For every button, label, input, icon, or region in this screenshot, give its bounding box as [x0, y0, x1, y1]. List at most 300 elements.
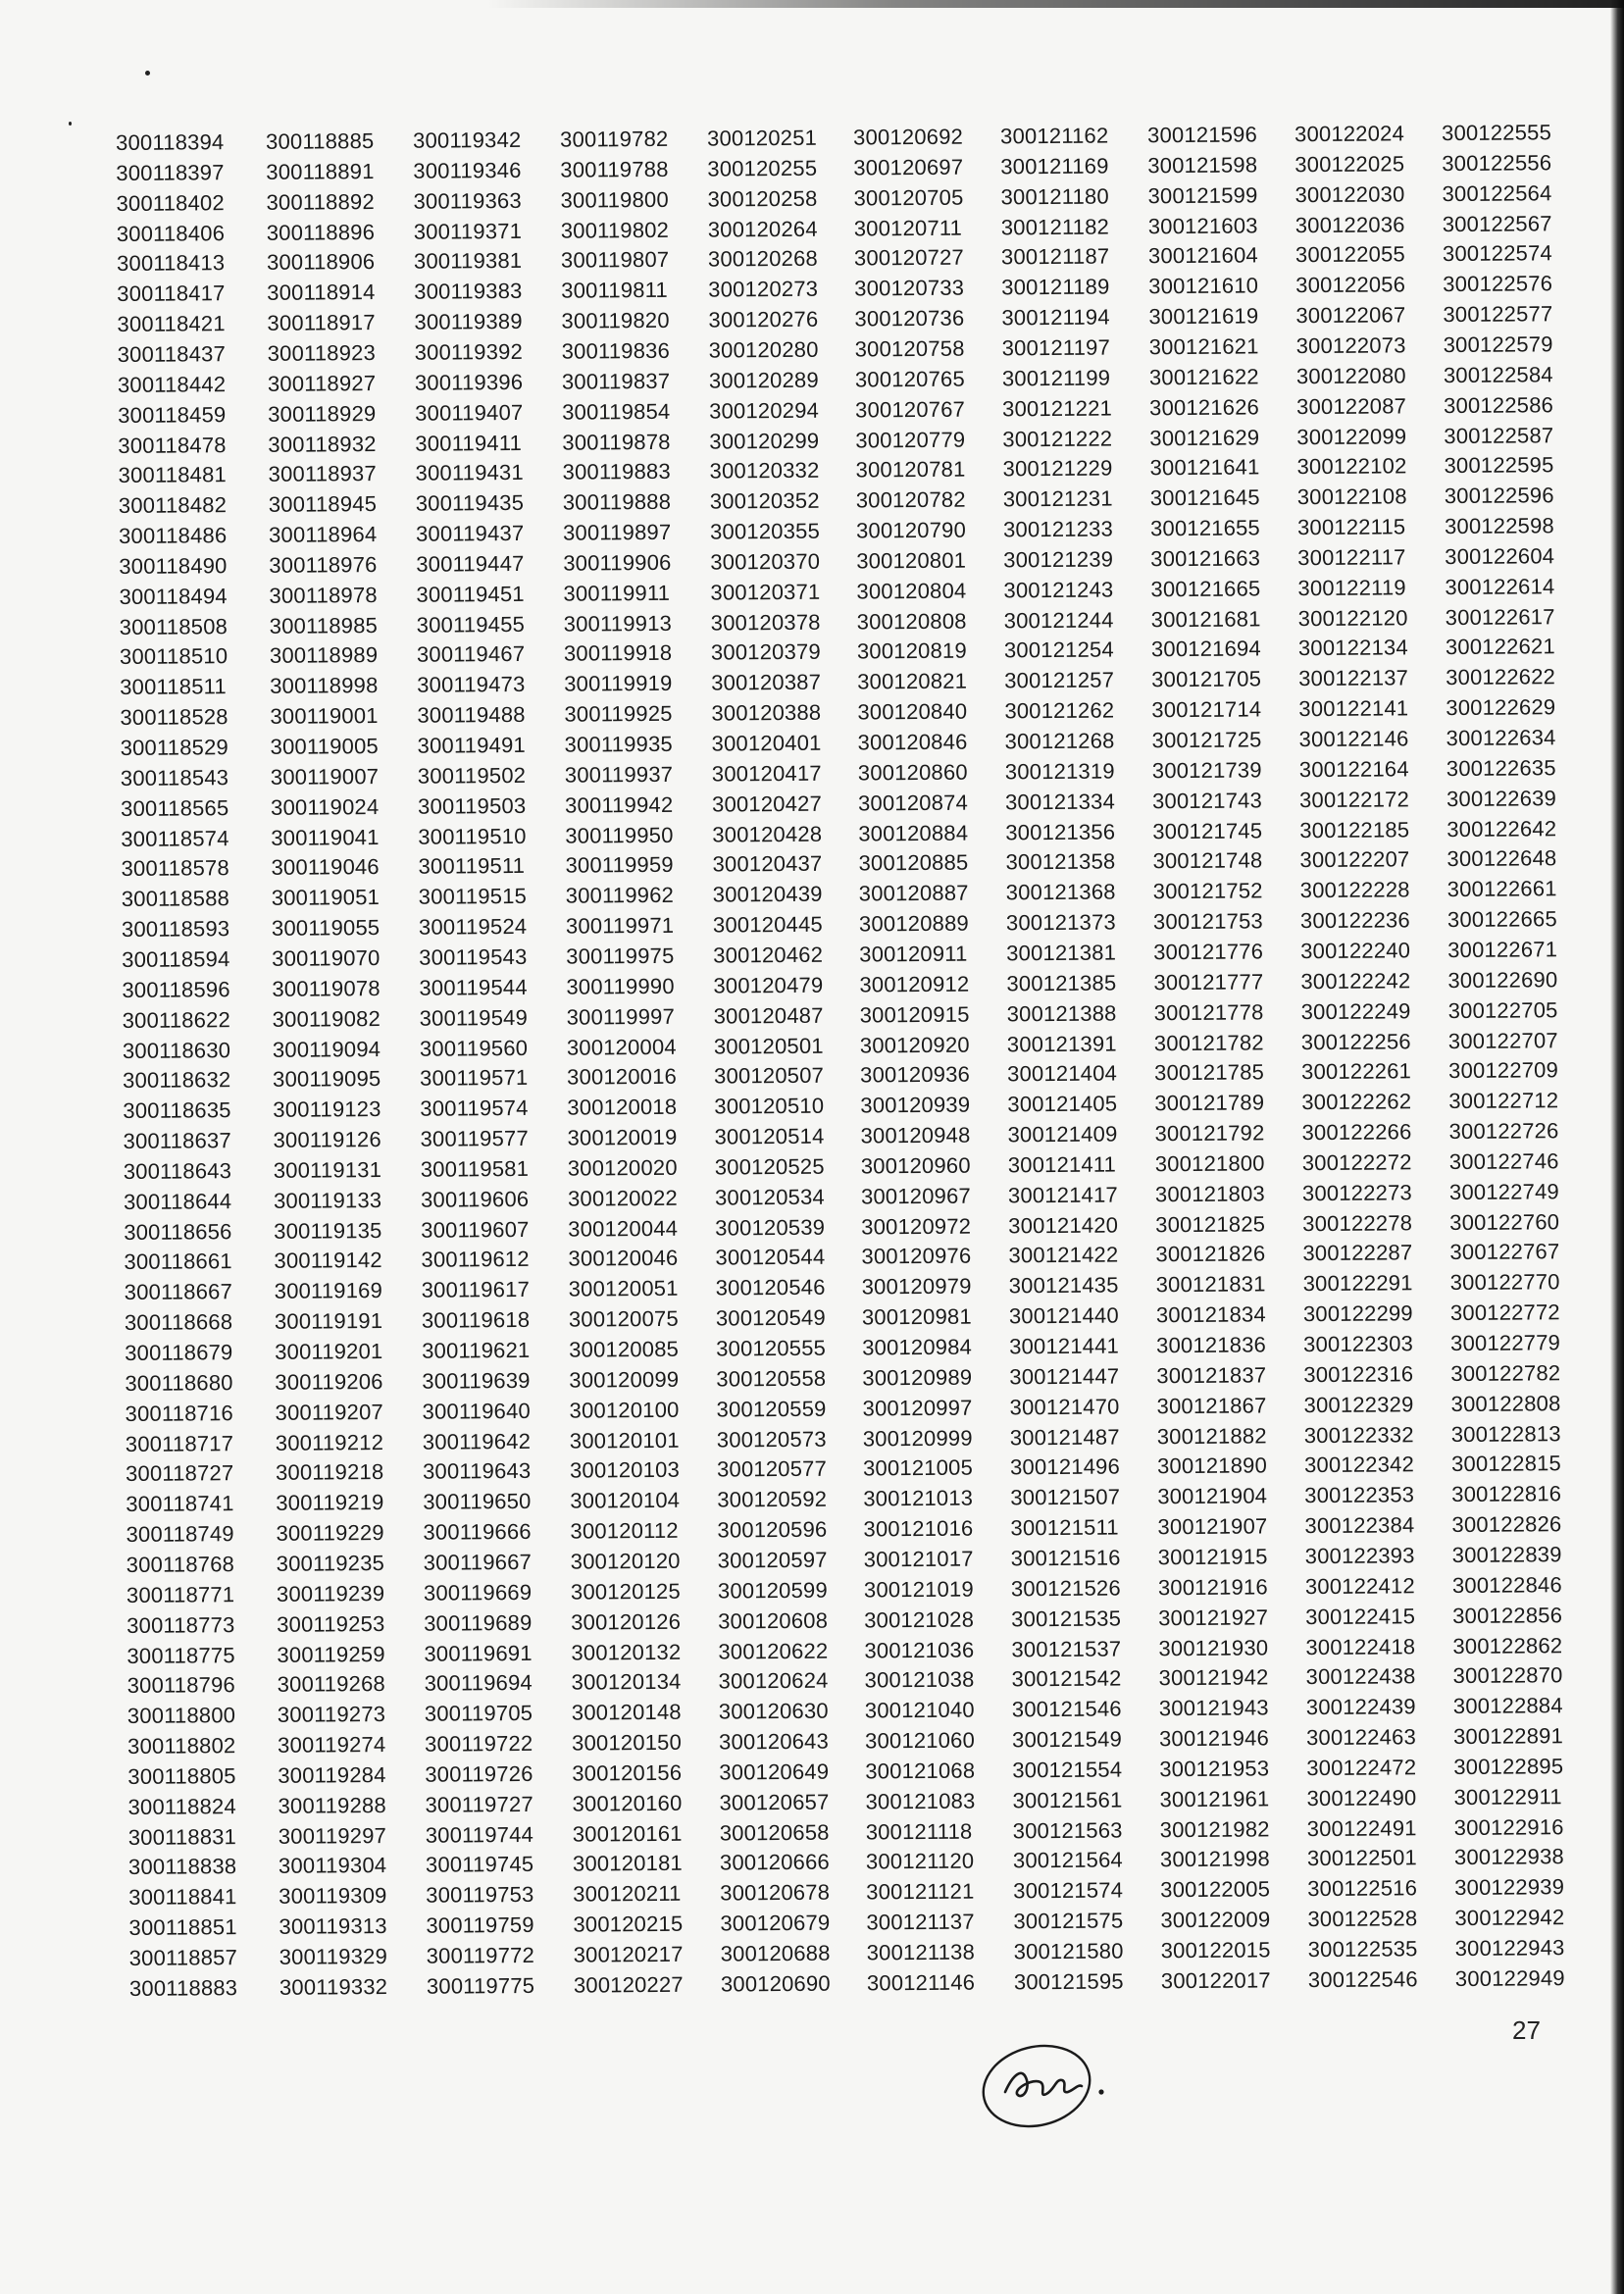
id-cell: 300121535	[1011, 1606, 1122, 1631]
id-cell: 300119094	[272, 1036, 381, 1062]
id-cell: 300122577	[1443, 301, 1553, 328]
id-cell: 300119411	[415, 430, 523, 456]
id-cell: 300119273	[277, 1702, 386, 1728]
id-cell: 300122895	[1453, 1754, 1564, 1779]
id-cell: 300120501	[713, 1033, 824, 1059]
id-cell: 300122164	[1298, 756, 1409, 783]
id-cell: 300120758	[854, 335, 965, 362]
id-cell: 300118978	[269, 582, 378, 608]
id-cell: 300121358	[1005, 848, 1116, 875]
id-cell: 300122705	[1447, 996, 1558, 1023]
id-cell: 300119135	[274, 1217, 382, 1244]
id-cell: 300121169	[1000, 153, 1109, 179]
id-cell: 300122117	[1297, 544, 1406, 571]
id-cell: 300122137	[1298, 665, 1409, 691]
id-cell: 300118667	[124, 1279, 233, 1305]
id-cell: 300121137	[866, 1909, 975, 1935]
id-cell: 300122491	[1306, 1814, 1417, 1841]
id-cell: 300120948	[860, 1122, 971, 1148]
id-cell: 300120733	[854, 275, 965, 301]
id-cell: 300120658	[719, 1819, 830, 1846]
id-cell: 300121663	[1150, 545, 1261, 572]
id-cell: 300121789	[1154, 1090, 1265, 1116]
id-cell: 300122942	[1454, 1905, 1565, 1931]
id-cell: 300122329	[1303, 1392, 1414, 1417]
id-cell: 300120534	[714, 1184, 826, 1210]
id-cell: 300120790	[855, 517, 967, 543]
id-cell: 300119560	[419, 1035, 529, 1061]
id-cell: 300120912	[859, 971, 970, 997]
id-cell: 300121356	[1005, 819, 1116, 844]
id-cell: 300121610	[1148, 273, 1259, 299]
id-cell: 300121777	[1153, 969, 1264, 995]
id-column	[413, 125, 560, 1999]
id-cell: 300119342	[413, 127, 522, 153]
id-cell: 300119643	[422, 1458, 532, 1485]
id-cell: 300121470	[1009, 1394, 1120, 1420]
id-cell: 300119051	[271, 885, 381, 911]
id-cell: 300119082	[272, 1005, 381, 1032]
id-cell: 300120099	[569, 1366, 680, 1393]
id-cell: 300121040	[864, 1697, 975, 1723]
id-cell: 300122916	[1453, 1813, 1564, 1840]
id-cell: 300120936	[860, 1061, 971, 1088]
id-cell: 300121391	[1006, 1031, 1117, 1056]
id-cell: 300118976	[269, 551, 378, 578]
id-cell: 300121998	[1159, 1846, 1270, 1872]
id-cell: 300119437	[415, 521, 525, 546]
id-cell: 300119640	[422, 1398, 531, 1424]
id-cell: 300122639	[1446, 785, 1557, 811]
id-cell: 300120765	[854, 366, 965, 392]
id-column	[853, 121, 1000, 1996]
id-cell: 300118800	[127, 1703, 236, 1729]
id-cell: 300119284	[278, 1761, 386, 1788]
id-cell: 300122287	[1302, 1240, 1413, 1266]
id-cell: 300122119	[1297, 575, 1406, 600]
id-cell: 300121725	[1151, 727, 1262, 753]
id-cell: 300122490	[1306, 1785, 1417, 1810]
id-cell: 300118917	[267, 310, 376, 335]
id-cell: 300122080	[1295, 363, 1406, 388]
id-cell: 300122772	[1449, 1300, 1560, 1326]
id-cell: 300120846	[857, 729, 968, 755]
id-cell: 300119744	[425, 1821, 534, 1848]
id-cell: 300121739	[1151, 757, 1262, 784]
id-cell: 300122622	[1446, 664, 1556, 690]
id-cell: 300118510	[119, 643, 228, 670]
id-cell: 300121180	[1000, 183, 1109, 210]
id-cell: 300121409	[1007, 1121, 1118, 1147]
id-cell: 300118596	[122, 976, 230, 1002]
id-cell: 300118796	[127, 1672, 236, 1699]
id-cell: 300122030	[1294, 181, 1405, 207]
id-cell: 300121182	[1000, 214, 1110, 239]
id-cell: 300119288	[278, 1792, 386, 1818]
id-cell: 300121743	[1151, 788, 1263, 813]
id-cell: 300122332	[1303, 1421, 1414, 1448]
id-cell: 300118413	[116, 250, 226, 277]
id-cell: 300121785	[1154, 1059, 1265, 1086]
id-cell: 300119207	[275, 1399, 383, 1425]
id-cell: 300121420	[1008, 1212, 1119, 1238]
id-cell: 300121229	[1002, 455, 1113, 482]
id-cell: 300122826	[1451, 1511, 1562, 1538]
id-cell: 300119618	[421, 1307, 531, 1333]
id-cell: 300120939	[860, 1092, 971, 1118]
id-cell: 300120100	[569, 1397, 680, 1423]
id-cell: 300122228	[1299, 877, 1410, 903]
id-cell: 300119055	[271, 915, 381, 941]
id-cell: 300120976	[861, 1244, 972, 1269]
id-cell: 300122036	[1294, 211, 1405, 237]
id-cell: 300119142	[274, 1248, 382, 1274]
id-cell: 300122303	[1303, 1331, 1414, 1357]
id-cell: 300122017	[1160, 1967, 1271, 1994]
id-cell: 300118437	[117, 341, 227, 367]
id-cell: 300119689	[424, 1609, 533, 1636]
id-cell: 300119191	[274, 1308, 383, 1334]
id-cell: 300120125	[570, 1578, 681, 1605]
id-cell: 300119919	[564, 671, 673, 696]
id-cell: 300120622	[718, 1638, 829, 1664]
id-cell: 300120020	[567, 1154, 678, 1181]
id-cell: 300121837	[1156, 1362, 1267, 1389]
id-cell: 300119304	[278, 1853, 387, 1879]
id-cell: 300118937	[268, 461, 377, 487]
id-cell: 300121440	[1008, 1302, 1119, 1329]
id-cell: 300122661	[1446, 876, 1557, 902]
id-cell: 300119990	[566, 973, 675, 999]
id-cell: 300118574	[121, 825, 229, 851]
id-cell: 300121388	[1006, 1000, 1117, 1027]
id-cell: 300119942	[564, 791, 674, 818]
id-cell: 300122172	[1298, 787, 1410, 812]
id-cell: 300122555	[1441, 120, 1552, 146]
id-cell: 300121915	[1157, 1544, 1268, 1570]
id-cell: 300121019	[863, 1576, 974, 1603]
id-cell: 300120559	[716, 1396, 827, 1422]
id-cell: 300122760	[1449, 1208, 1560, 1235]
id-cell: 300121641	[1149, 454, 1260, 481]
id-cell: 300120573	[716, 1426, 827, 1453]
id-cell: 300121197	[1001, 334, 1111, 361]
id-cell: 300122024	[1294, 121, 1405, 147]
id-cell: 300121381	[1006, 940, 1117, 966]
id-cell: 300120255	[707, 155, 818, 181]
id-cell: 300122439	[1305, 1694, 1416, 1720]
id-cell: 300119772	[426, 1942, 535, 1968]
id-cell: 300119621	[422, 1337, 531, 1363]
id-cell: 300122856	[1452, 1602, 1563, 1628]
id-cell: 300121526	[1010, 1575, 1121, 1602]
id-cell: 300118478	[118, 432, 227, 458]
id-cell: 300121714	[1151, 696, 1262, 723]
id-cell: 300121334	[1004, 789, 1116, 815]
id-cell: 300121411	[1007, 1151, 1117, 1178]
id-cell: 300121447	[1009, 1363, 1120, 1390]
id-cell: 300118632	[123, 1067, 231, 1094]
id-cell: 300120630	[718, 1698, 829, 1724]
id-cell: 300120920	[859, 1032, 970, 1057]
id-cell: 300121752	[1152, 878, 1263, 904]
id-cell: 300118838	[127, 1854, 237, 1880]
id-cell: 300121782	[1153, 1029, 1264, 1055]
id-cell: 300122629	[1446, 694, 1556, 721]
id-cell: 300119883	[562, 459, 671, 485]
id-cell: 300118885	[266, 128, 375, 154]
id-cell: 300118929	[268, 400, 377, 427]
id-cell: 300121561	[1012, 1787, 1123, 1813]
id-cell: 300120051	[568, 1276, 679, 1301]
id-cell: 300122207	[1299, 846, 1410, 873]
id-cell: 300121604	[1147, 242, 1259, 269]
id-cell: 300122767	[1449, 1239, 1560, 1265]
id-cell: 300118578	[121, 855, 229, 882]
id-cell: 300122614	[1445, 574, 1555, 599]
id-cell: 300119666	[423, 1519, 532, 1545]
id-cell: 300119309	[279, 1883, 387, 1910]
id-cell: 300120808	[856, 608, 967, 635]
id-cell: 300119959	[565, 852, 674, 879]
id-cell: 300118622	[122, 1006, 231, 1033]
id-cell: 300122528	[1307, 1906, 1418, 1932]
id-cell: 300121233	[1002, 516, 1114, 542]
id-cell: 300120211	[573, 1881, 682, 1907]
id-cell: 300121753	[1152, 908, 1263, 935]
id-cell: 300119131	[273, 1156, 382, 1183]
id-cell: 300120678	[720, 1880, 831, 1906]
id-cell: 300121825	[1155, 1211, 1266, 1237]
id-cell: 300120299	[709, 428, 820, 454]
id-cell: 300120016	[567, 1064, 678, 1090]
id-cell: 300122242	[1300, 968, 1411, 994]
id-cell: 300122384	[1304, 1512, 1415, 1539]
id-cell: 300120711	[853, 215, 963, 241]
id-cell: 300121595	[1013, 1968, 1124, 1995]
id-cell: 300121239	[1003, 546, 1114, 573]
id-cell: 300121118	[865, 1818, 973, 1845]
id-cell: 300121803	[1154, 1181, 1266, 1207]
id-cell: 300119807	[560, 247, 670, 274]
id-cell: 300118644	[123, 1188, 232, 1214]
id-cell: 300122316	[1303, 1361, 1414, 1387]
id-cell: 300120134	[571, 1669, 682, 1695]
id-cell: 300121776	[1153, 939, 1264, 965]
id-cell: 300120727	[853, 245, 965, 271]
id-cell: 300120437	[712, 851, 823, 877]
id-cell: 300121262	[1004, 697, 1115, 724]
id-cell: 300121598	[1147, 152, 1258, 178]
id-cell: 300122342	[1303, 1452, 1415, 1478]
id-cell: 300121836	[1156, 1332, 1267, 1358]
id-cell: 300121368	[1005, 879, 1116, 905]
id-cell: 300119962	[565, 883, 675, 908]
id-cell: 300121574	[1013, 1877, 1124, 1904]
id-cell: 300118945	[268, 491, 378, 518]
id-cell: 300118588	[121, 886, 230, 912]
id-cell: 300119046	[271, 854, 380, 881]
id-cell: 300122015	[1160, 1937, 1271, 1963]
id-cell: 300120821	[857, 668, 968, 694]
id-cell: 300121516	[1010, 1545, 1121, 1571]
id-cell: 300122770	[1449, 1269, 1560, 1296]
id-cell: 300119024	[270, 793, 380, 820]
id-cell: 300120428	[712, 821, 823, 847]
id-cell: 300122134	[1297, 635, 1408, 661]
id-cell: 300120294	[709, 397, 820, 424]
id-cell: 300119001	[270, 703, 379, 730]
id-cell: 300121083	[865, 1788, 976, 1814]
id-cell: 300118486	[118, 523, 228, 549]
id-cell: 300119726	[425, 1760, 533, 1787]
id-cell: 300122005	[1160, 1876, 1271, 1903]
id-cell: 300118923	[267, 340, 377, 366]
id-cell: 300122418	[1305, 1633, 1416, 1659]
id-cell: 300122749	[1448, 1178, 1560, 1204]
id-cell: 300119253	[277, 1610, 385, 1637]
id-cell: 300121222	[1002, 426, 1113, 451]
id-cell: 300118914	[267, 280, 376, 306]
id-cell: 300122393	[1304, 1543, 1415, 1569]
id-cell: 300122665	[1446, 906, 1557, 933]
id-cell: 300121982	[1159, 1816, 1270, 1842]
id-cell: 300119775	[426, 1972, 535, 1999]
id-column	[707, 122, 854, 1997]
id-cell: 300122185	[1299, 816, 1410, 842]
id-cell: 300122604	[1445, 543, 1555, 569]
id-cell: 300120355	[709, 518, 821, 544]
id-cell: 300121422	[1008, 1242, 1119, 1268]
scan-shadow-right	[1610, 0, 1624, 2294]
id-cell: 300119169	[274, 1278, 383, 1304]
id-cell: 300120101	[569, 1427, 680, 1453]
id-cell: 300119606	[420, 1186, 530, 1212]
id-cell: 300120462	[713, 942, 824, 968]
id-cell: 300122576	[1443, 271, 1553, 297]
id-cell: 300121645	[1149, 484, 1260, 511]
id-cell: 300122463	[1305, 1724, 1417, 1751]
id-cell: 300122808	[1450, 1390, 1561, 1416]
id-cell: 300120215	[573, 1911, 684, 1937]
id-cell: 300122262	[1301, 1089, 1412, 1115]
id-cell: 300118508	[119, 613, 228, 639]
id-cell: 300122813	[1450, 1420, 1561, 1447]
id-cell: 300120999	[862, 1425, 973, 1451]
id-cell: 300122146	[1298, 726, 1409, 752]
id-cell: 300120782	[855, 486, 966, 513]
id-cell: 300118985	[269, 612, 379, 638]
id-cell: 300118802	[127, 1733, 236, 1759]
id-cell: 300120371	[710, 579, 821, 605]
id-cell: 300121681	[1150, 606, 1261, 632]
id-cell: 300118883	[128, 1974, 238, 2001]
id-cell: 300119935	[564, 731, 674, 757]
id-cell: 300119727	[425, 1791, 533, 1817]
id-cell: 300119502	[417, 762, 527, 789]
id-cell: 300119229	[276, 1520, 384, 1546]
id-cell: 300119574	[420, 1096, 529, 1121]
id-cell: 300122120	[1297, 604, 1408, 631]
id-cell: 300119503	[417, 792, 527, 819]
id-cell: 300120596	[717, 1516, 828, 1543]
id-cell: 300120148	[571, 1700, 682, 1725]
id-cell: 300120608	[718, 1607, 829, 1634]
id-cell: 300120555	[716, 1335, 827, 1361]
id-cell: 300121834	[1155, 1301, 1266, 1328]
id-cell: 300120150	[571, 1729, 683, 1756]
id-cell: 300120544	[715, 1245, 826, 1270]
id-cell: 300120979	[861, 1273, 972, 1300]
id-cell: 300119837	[561, 368, 671, 394]
id-cell: 300120120	[570, 1548, 681, 1574]
id-cell: 300122815	[1450, 1451, 1562, 1477]
id-cell: 300121953	[1159, 1756, 1270, 1782]
id-cell: 300120657	[719, 1789, 830, 1815]
id-cell: 300119997	[566, 1003, 676, 1030]
id-cell: 300120427	[711, 790, 823, 817]
id-cell: 300121745	[1152, 817, 1263, 843]
id-cell: 300118459	[118, 401, 227, 428]
id-cell: 300119126	[273, 1127, 381, 1152]
id-cell: 300121943	[1158, 1695, 1269, 1721]
id-cell: 300120860	[857, 759, 968, 786]
id-cell: 300121038	[864, 1666, 975, 1693]
id-cell: 300118482	[118, 492, 228, 519]
id-cell: 300122648	[1446, 845, 1557, 872]
id-cell: 300120227	[573, 1971, 684, 1998]
id-cell: 300120022	[567, 1185, 679, 1211]
id-cell: 300119925	[564, 700, 673, 727]
id-cell: 300119392	[414, 338, 524, 365]
id-cell: 300120268	[707, 246, 819, 272]
id-cell: 300118775	[127, 1642, 235, 1668]
id-cell: 300120004	[566, 1034, 677, 1060]
id-cell: 300119239	[276, 1580, 385, 1606]
id-cell: 300119259	[277, 1641, 385, 1667]
id-cell: 300119913	[563, 610, 673, 637]
id-cell: 300121890	[1156, 1453, 1268, 1479]
scan-speck	[145, 71, 150, 76]
id-cell: 300122642	[1446, 815, 1557, 841]
id-cell: 300121626	[1149, 394, 1260, 420]
id-cell: 300121542	[1011, 1665, 1122, 1692]
id-cell: 300118417	[117, 280, 226, 307]
id-cell: 300122846	[1451, 1572, 1562, 1598]
id-cell: 300122261	[1301, 1058, 1412, 1085]
id-cell: 300122546	[1307, 1966, 1418, 1992]
id-cell: 300122516	[1307, 1875, 1418, 1902]
id-cell: 300120592	[717, 1486, 828, 1512]
id-cell: 300121831	[1155, 1271, 1266, 1298]
id-cell: 300119201	[275, 1339, 383, 1364]
id-cell: 300122634	[1446, 725, 1556, 751]
id-cell: 300121563	[1012, 1817, 1123, 1843]
id-cell: 300121194	[1001, 304, 1110, 331]
id-cell: 300120507	[714, 1063, 825, 1089]
id-cell: 300122596	[1444, 483, 1554, 509]
id-cell: 300122635	[1446, 755, 1556, 781]
id-cell: 300120160	[572, 1790, 683, 1816]
id-cell: 300120960	[860, 1152, 971, 1179]
id-cell: 300122025	[1294, 151, 1405, 178]
id-cell: 300121549	[1011, 1726, 1123, 1753]
id-cell: 300118896	[266, 219, 376, 245]
id-cell: 300120781	[855, 457, 966, 483]
id-cell: 300120884	[858, 820, 969, 846]
id-column	[266, 126, 413, 2000]
id-cell: 300122862	[1452, 1632, 1563, 1658]
